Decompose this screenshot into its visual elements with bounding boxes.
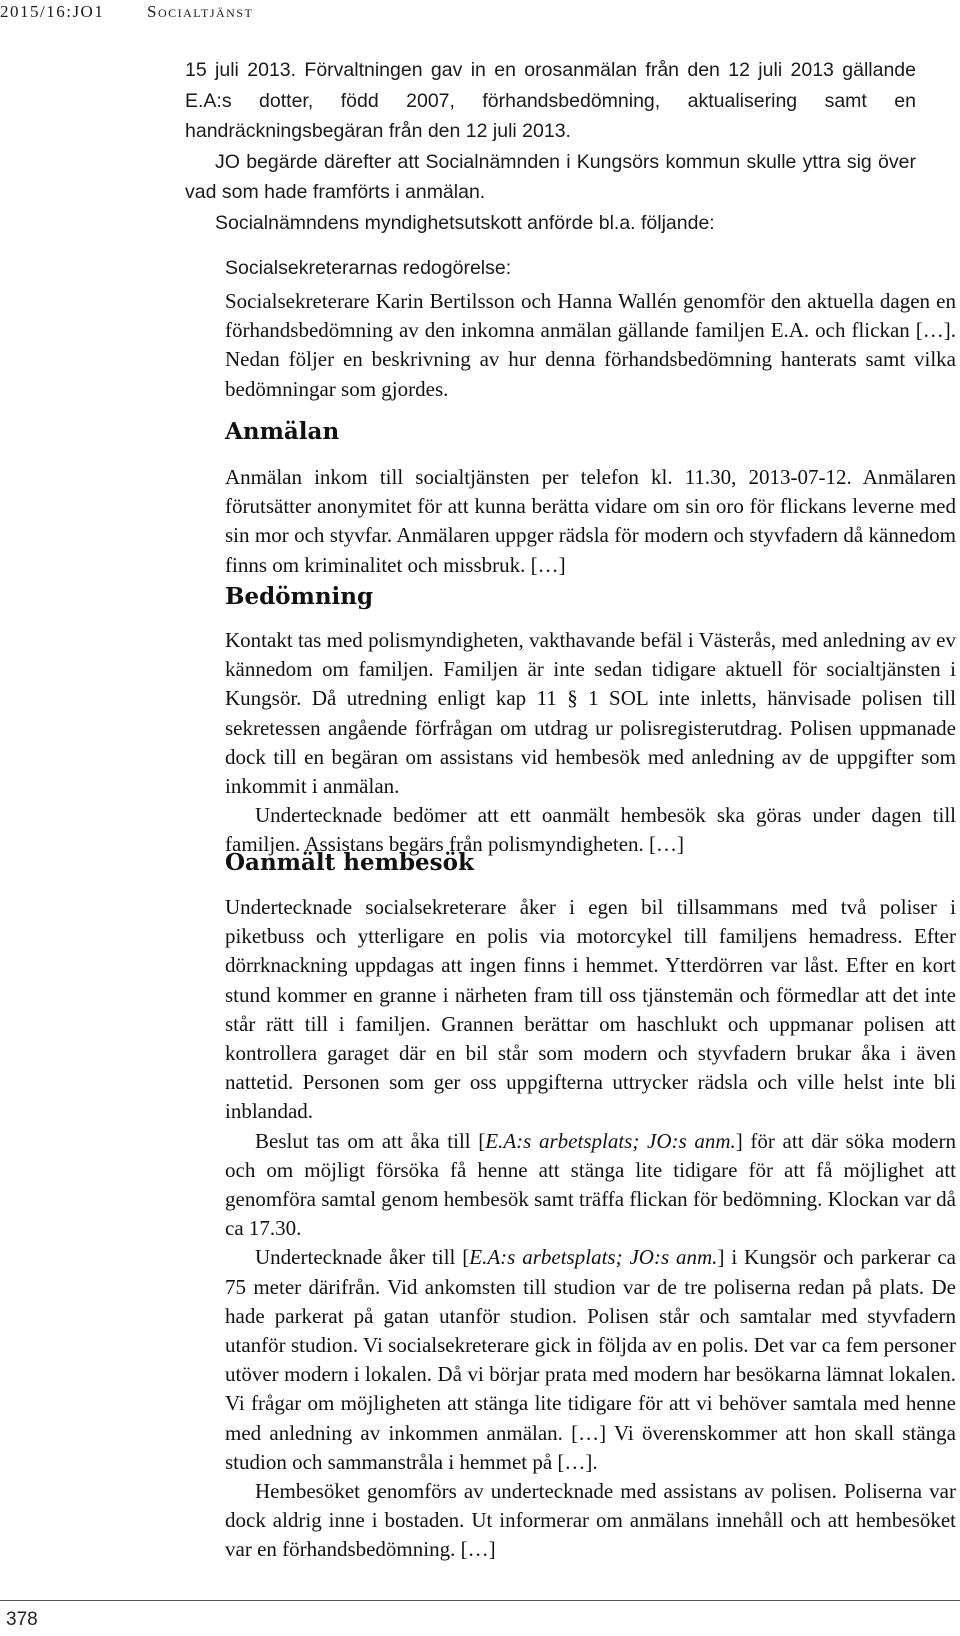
oanmalt-p2-text-b: ] för att där söka modern och om möjligt försöka få henne att stänga lite tidigare för att få möjlighet att genomföra samtal genom hembesök samt träffa flickan för bedömning. Klockan var då ca 17.30. xyxy=(225,1128,956,1241)
section-oanmalt-hembesok xyxy=(225,893,956,1565)
editor-note: E.A:s arbetsplats; JO:s anm. xyxy=(485,1128,736,1153)
heading-bedomning: Bedömning xyxy=(225,583,374,610)
quote-paragraph-1: Socialsekreterare Karin Bertilsson och Hanna Wallén genomför den aktuella dagen en förhandsbedömning av den inkomna anmälan gällande familjen E.A. och flickan […]. Nedan följer en beskrivning av hur denna förhandsbedömning hanterats samt vilka bedömningar som gjordes. xyxy=(225,289,956,401)
oanmalt-p2-text-a: Beslut tas om att åka till [ xyxy=(255,1128,486,1153)
section-anmalan xyxy=(225,463,956,580)
running-header xyxy=(0,2,960,32)
oanmalt-p3-text-a: Undertecknade åker till [ xyxy=(255,1245,470,1270)
footer-divider xyxy=(0,1600,960,1601)
intro-paragraph-3: Socialnämndens myndighetsutskott anförde bl.a. följande: xyxy=(215,211,715,234)
heading-oanmalt-hembesok: Oanmält hembesök xyxy=(225,849,474,876)
oanmalt-paragraph-2 xyxy=(225,1127,956,1244)
anmalan-paragraph: Anmälan inkom till socialtjänsten per telefon kl. 11.30, 2013-07-12. Anmälaren förutsätter anonymitet för att kunna berätta vidare om sin oro för flickans leverne med sin mor och styvfar. Anmälaren uppger rädsla för modern och styvfadern då kännedom finns om kriminalitet och missbruk. […] xyxy=(225,465,956,577)
intro-paragraph-1: 15 juli 2013. Förvaltningen gav in en orosanmälan från den 12 juli 2013 gällande E.A:s dotter, född 2007, förhandsbedömning, aktualisering samt en handräckningsbegäran från den 12 juli 2013. xyxy=(185,59,916,142)
editor-note: E.A:s arbetsplats; JO:s anm. xyxy=(469,1245,718,1270)
section-bedomning xyxy=(225,626,956,860)
intro-paragraph-2: JO begärde därefter att Socialnämnden i Kungsörs kommun skulle yttra sig över vad som hade framförts i anmälan. xyxy=(185,150,916,203)
page-number: 378 xyxy=(6,1609,38,1630)
bedomning-paragraph-2: Undertecknade bedömer att ett oanmält hembesök ska göras under dagen till familjen. Assistans begärs från polismyndigheten. […] xyxy=(225,803,956,857)
heading-anmalan: Anmälan xyxy=(225,418,340,445)
bedomning-paragraph-1: Kontakt tas med polismyndigheten, vakthavande befäl i Västerås, med anledning av ev kännedom om familjen. Familjen är inte sedan tidigare aktuell för socialtjänsten i Kungsör. Då utredning enligt kap 11 § 1 SOL inte inletts, hänvisade polisen till sekretessen angående förfrågan om utdrag ur polisregisterutdrag. Polisen uppmanade dock till en begäran om assistans vid hembesök med anledning av de uppgifter som inkommit i anmälan. xyxy=(225,628,956,799)
oanmalt-paragraph-4: Hembesöket genomförs av undertecknade med assistans av polisen. Poliserna var dock aldrig inne i bostaden. Ut informerar om anmälans innehåll och att hembesöket var en förhandsbedömning. […] xyxy=(225,1479,956,1562)
section-title: Socialtjänst xyxy=(147,2,254,21)
quote-intro-paragraph xyxy=(225,287,956,404)
oanmalt-p3-text-b: ] i Kungsör och parkerar ca 75 meter därifrån. Vid ankomsten till studion var de tre poliserna redan på plats. De hade parkerat på gatan utanför studion. Polisen står och samtalar med styvfadern utanför studion. Vi socialsekreterare gick in följda av en polis. Det var ca fem personer utöver modern i lokalen. Då vi börjar prata med modern har besökarna lämnat lokalen. Vi frågar om möjligheten att stänga lite tidigare för att vi behöver samtala med henne med anledning av inkommen anmälan. […] Vi överenskommer att hon skall stänga studion och sammanstråla i hemmet på […]. xyxy=(225,1245,956,1474)
document-reference: 2015/16:JO1 xyxy=(0,2,105,21)
quote-label: Socialsekreterarnas redogörelse: xyxy=(225,257,512,279)
oanmalt-paragraph-3 xyxy=(225,1243,956,1477)
intro-text xyxy=(185,55,916,238)
oanmalt-paragraph-1: Undertecknade socialsekreterare åker i egen bil tillsammans med två poliser i piketbuss och ytterligare en polis via motorcykel till familjens hemadress. Efter dörrknackning uppdagas att ingen finns i hemmet. Ytterdörren var låst. Efter en kort stund kommer en granne i närheten fram till oss tjänstemän och förmedlar att det inte står rätt till i familjen. Grannen berättar om haschlukt och uppmanar polisen att kontrollera garaget där en bil står som modern och styvfadern brukar åka i även nattetid. Personen som ger oss uppgifterna uttrycker rädsla och ville helst inte bli inblandad. xyxy=(225,895,956,1124)
